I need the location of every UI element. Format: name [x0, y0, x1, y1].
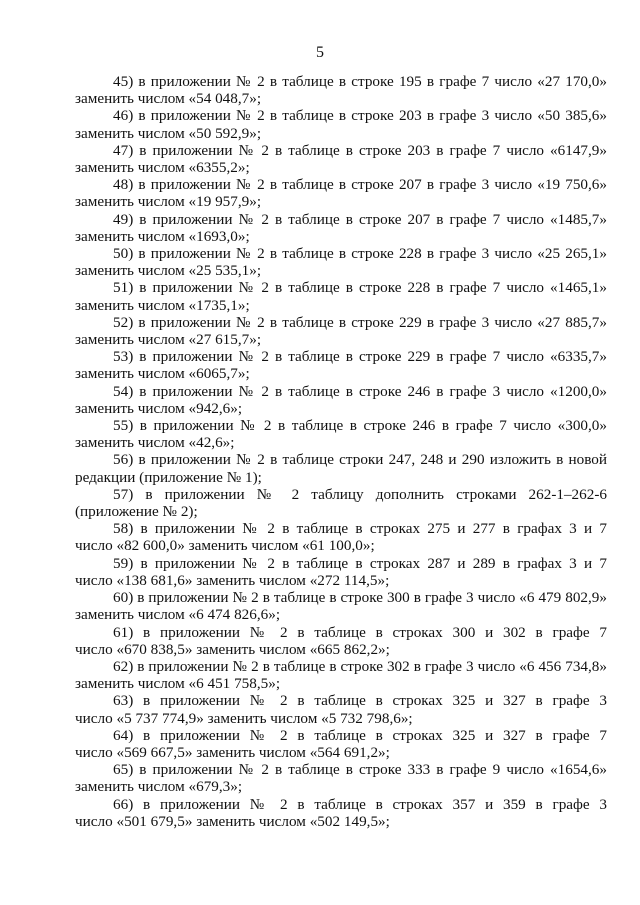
amendment-item-first-line: 55) в приложении № 2 в таблице в строке 246 в графе 7 число «300,0» [113, 417, 607, 435]
amendment-item-first-line: 50) в приложении № 2 в таблице в строке 228 в графе 3 число «25 265,1» [113, 245, 607, 263]
amendment-item-first-line: 56) в приложении № 2 в таблице строки 247, 248 и 290 изложить в новой [113, 451, 607, 469]
amendment-item-first-line: 63) в приложении № 2 в таблице в строках 325 и 327 в графе 3 [113, 692, 607, 710]
amendment-item [75, 727, 607, 761]
amendment-item-first-line: 52) в приложении № 2 в таблице в строке 229 в графе 3 число «27 885,7» [113, 313, 607, 331]
amendment-item-continuation: число «82 600,0» заменить числом «61 100,0»; [75, 537, 375, 555]
amendment-item [75, 348, 607, 382]
amendment-list [75, 73, 607, 830]
amendment-item [75, 451, 607, 485]
amendment-item-continuation: заменить числом «6 474 826,6»; [75, 606, 281, 624]
amendment-item-first-line: 65) в приложении № 2 в таблице в строке 333 в графе 9 число «1654,6» [113, 761, 607, 779]
amendment-item-first-line: 46) в приложении № 2 в таблице в строке 203 в графе 3 число «50 385,6» [113, 107, 607, 125]
amendment-item-first-line: 66) в приложении № 2 в таблице в строках 357 и 359 в графе 3 [113, 795, 607, 813]
amendment-item [75, 176, 607, 210]
amendment-item-continuation: заменить числом «1693,0»; [75, 227, 250, 245]
amendment-item [75, 211, 607, 245]
amendment-item-continuation: число «138 681,6» заменить числом «272 114,5»; [75, 571, 390, 589]
amendment-item-first-line: 61) в приложении № 2 в таблице в строках 300 и 302 в графе 7 [113, 623, 607, 641]
amendment-item-continuation: заменить числом «1735,1»; [75, 296, 250, 314]
amendment-item [75, 73, 607, 107]
amendment-item [75, 383, 607, 417]
amendment-item [75, 520, 607, 554]
amendment-item [75, 555, 607, 589]
amendment-item-first-line: 64) в приложении № 2 в таблице в строках 325 и 327 в графе 7 [113, 726, 607, 744]
amendment-item [75, 761, 607, 795]
amendment-item [75, 279, 607, 313]
amendment-item-first-line: 49) в приложении № 2 в таблице в строке 207 в графе 7 число «1485,7» [113, 210, 607, 228]
amendment-item-continuation: заменить числом «6 451 758,5»; [75, 675, 281, 693]
amendment-item-first-line: 57) в приложении № 2 таблицу дополнить строками 262-1–262-6 [113, 485, 607, 503]
amendment-item [75, 417, 607, 451]
amendment-item-first-line: 58) в приложении № 2 в таблице в строках 275 и 277 в графах 3 и 7 [113, 520, 607, 538]
amendment-item [75, 624, 607, 658]
amendment-item-first-line: 47) в приложении № 2 в таблице в строке 203 в графе 7 число «6147,9» [113, 141, 607, 159]
amendment-item [75, 107, 607, 141]
amendment-item-first-line: 48) в приложении № 2 в таблице в строке 207 в графе 3 число «19 750,6» [113, 176, 607, 194]
amendment-item-continuation: заменить числом «679,3»; [75, 778, 243, 796]
amendment-item-continuation: редакции (приложение № 1); [75, 468, 262, 486]
amendment-item [75, 142, 607, 176]
amendment-item [75, 314, 607, 348]
amendment-item-continuation: число «501 679,5» заменить числом «502 149,5»; [75, 812, 390, 830]
amendment-item-continuation: число «670 838,5» заменить числом «665 862,2»; [75, 640, 390, 658]
amendment-item-continuation: заменить числом «42,6»; [75, 434, 235, 452]
amendment-item [75, 796, 607, 830]
amendment-item [75, 245, 607, 279]
amendment-item-continuation: число «569 667,5» заменить числом «564 691,2»; [75, 743, 390, 761]
amendment-item-first-line: 59) в приложении № 2 в таблице в строках 287 и 289 в графах 3 и 7 [113, 554, 607, 572]
amendment-item [75, 486, 607, 520]
amendment-item-continuation: заменить числом «6065,7»; [75, 365, 250, 383]
amendment-item-first-line: 62) в приложении № 2 в таблице в строке 302 в графе 3 число «6 456 734,8» [113, 657, 607, 675]
amendment-item-first-line: 53) в приложении № 2 в таблице в строке 229 в графе 7 число «6335,7» [113, 348, 607, 366]
amendment-item-continuation: (приложение № 2); [75, 503, 198, 521]
amendment-item-continuation: заменить числом «25 535,1»; [75, 262, 262, 280]
amendment-item-continuation: заменить числом «54 048,7»; [75, 90, 262, 108]
amendment-item-continuation: заменить числом «942,6»; [75, 399, 243, 417]
amendment-item-continuation: заменить числом «19 957,9»; [75, 193, 262, 211]
amendment-item [75, 658, 607, 692]
amendment-item-first-line: 45) в приложении № 2 в таблице в строке 195 в графе 7 число «27 170,0» [113, 73, 607, 90]
amendment-item-continuation: заменить числом «27 615,7»; [75, 331, 262, 349]
amendment-item-continuation: заменить числом «50 592,9»; [75, 124, 262, 142]
amendment-item [75, 692, 607, 726]
amendment-item-first-line: 51) в приложении № 2 в таблице в строке 228 в графе 7 число «1465,1» [113, 279, 607, 297]
amendment-item-continuation: заменить числом «6355,2»; [75, 159, 250, 177]
amendment-item-first-line: 60) в приложении № 2 в таблице в строке 300 в графе 3 число «6 479 802,9» [113, 589, 607, 607]
amendment-item [75, 589, 607, 623]
amendment-item-first-line: 54) в приложении № 2 в таблице в строке 246 в графе 3 число «1200,0» [113, 382, 607, 400]
amendment-item-continuation: число «5 737 774,9» заменить числом «5 732 798,6»; [75, 709, 413, 727]
page-number: 5 [316, 44, 324, 61]
